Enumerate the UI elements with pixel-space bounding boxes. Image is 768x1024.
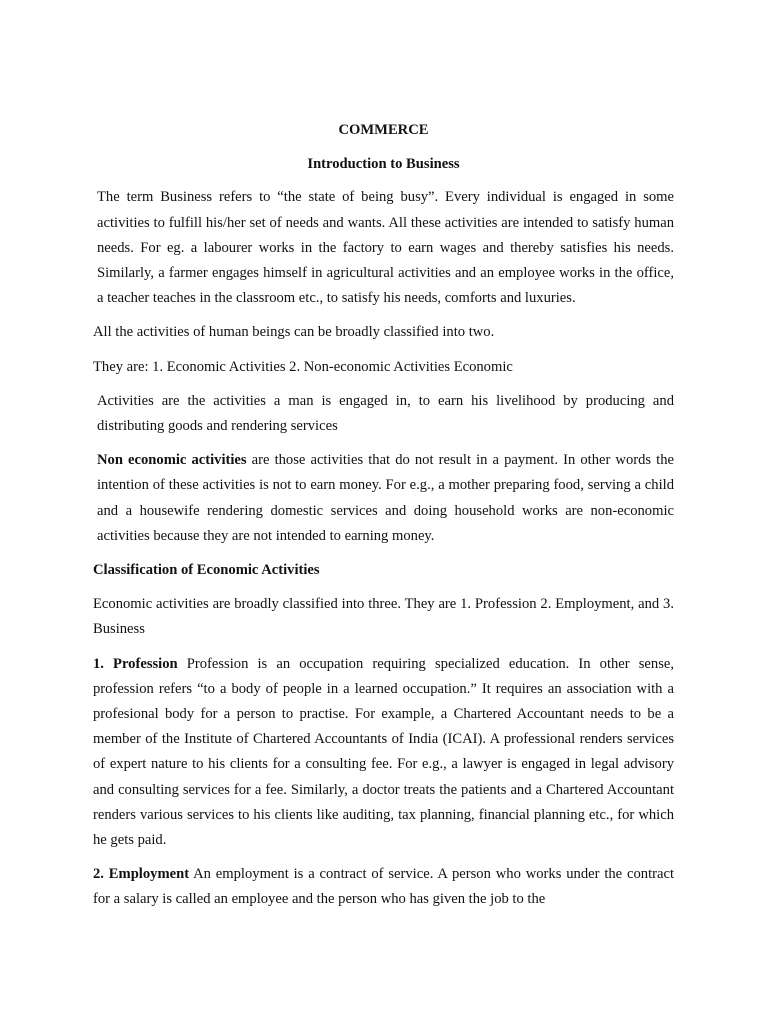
non-economic-activities-text: are those activities that do not result in a payment. In other words the intention of these activities is not to earn money. For e.g., a mother preparing food, serving a child and a housewife rendering domestic services and doing household works are non-economic activities because they are not intended to earning money.	[97, 452, 674, 544]
paragraph-business-definition: The term Business refers to “the state of being busy”. Every individual is engaged in some activities to fulfill his/her set of needs and wants. All these activities are intended to satisfy human needs. For eg. a labourer works in the factory to earn wages and thereby satisfies his needs. Similarly, a farmer engages himself in agricultural activities and an employee works in the office, a teacher teaches in the classroom etc., to satisfy his needs, comforts and luxuries.	[97, 189, 674, 307]
document-page	[93, 118, 674, 922]
section-heading-text: Classification of Economic Activities	[93, 562, 320, 579]
paragraph-non-economic-activities	[93, 448, 674, 549]
paragraph-profession	[93, 652, 674, 854]
term-employment: 2. Employment	[93, 866, 190, 883]
term-non-economic-activities: Non economic activities	[97, 452, 247, 469]
term-profession: 1. Profession	[93, 655, 178, 672]
section-heading-classification	[93, 558, 674, 583]
profession-text: Profession is an occupation requiring specialized education. In other sense, profession refers “to a body of people in a learned occupation.” It requires an association with a profesional body for a person to practise. For example, a Chartered Accountant needs to be a member of the Institute of Chartered Accountants of India (ICAI). A professional renders services of expert nature to his clients for a consulting fee. For e.g., a lawyer is engaged in legal advisory and consulting services for a fee. Similarly, a doctor treats the patients and a Chartered Accountant renders various services to his clients like auditing, tax planning, financial planning etc., for which he gets paid.	[93, 655, 675, 849]
paragraph-economic-classification: Economic activities are broadly classified into three. They are 1. Profession 2. Employment, and 3. Business	[93, 596, 674, 638]
paragraph-economic-activities: Activities are the activities a man is engaged in, to earn his livelihood by producing and distributing goods and rendering services	[97, 392, 674, 435]
document-subtitle: Introduction to Business	[307, 156, 460, 173]
paragraph-employment	[93, 862, 674, 912]
paragraph-classification-intro: All the activities of human beings can be broadly classified into two.	[93, 324, 495, 341]
paragraph-activity-types: They are: 1. Economic Activities 2. Non-economic Activities Economic	[93, 358, 513, 375]
employment-text: An employment is a contract of service. A person who works under the contract for a salary is called an employee and the person who has given the job to the	[93, 866, 674, 908]
document-title: COMMERCE	[338, 122, 429, 138]
